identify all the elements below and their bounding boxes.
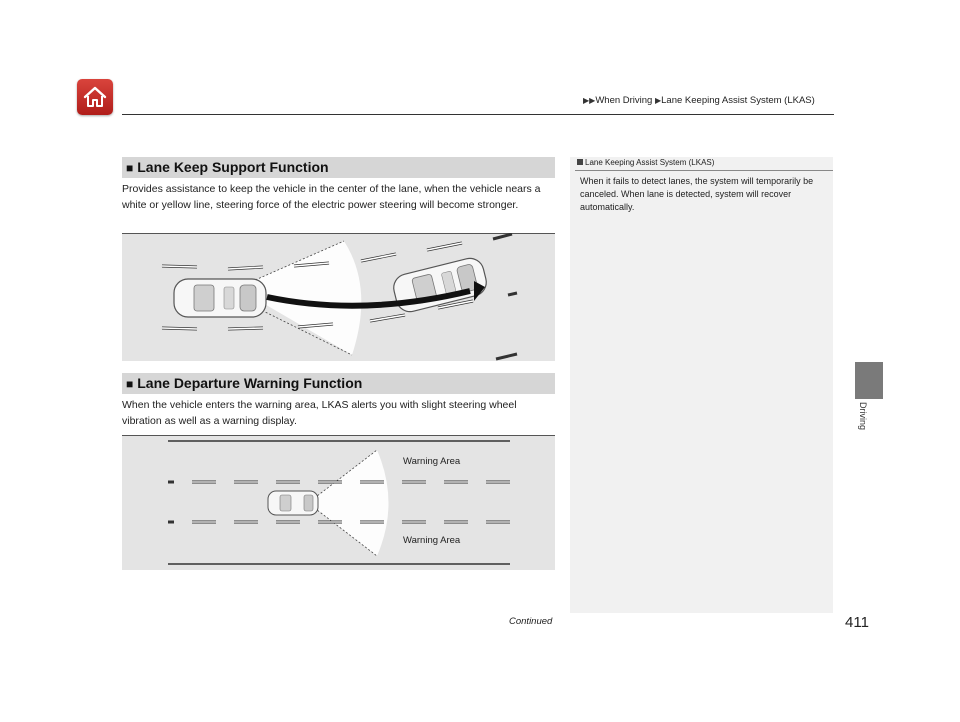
breadcrumb-item-lkas[interactable]: Lane Keeping Assist System (LKAS) (661, 95, 815, 106)
section-body-lane-departure: When the vehicle enters the warning area, LKAS alerts you with slight steering wheel vibration as well as a warning display. (122, 399, 517, 427)
note-text: When it fails to detect lanes, the system will temporarily be canceled. When lane is detected, system will recover automatically. (580, 176, 814, 212)
section-heading-lane-keep (122, 157, 555, 178)
breadcrumb-item-when-driving[interactable]: When Driving (595, 95, 653, 106)
home-button[interactable] (77, 79, 113, 115)
square-bullet-icon: ■ (126, 161, 134, 175)
header-rule (122, 114, 834, 115)
square-bullet-icon: ■ (126, 377, 134, 391)
car-icon (174, 279, 266, 317)
continued-label: Continued (509, 616, 553, 627)
warning-area-label-top: Warning Area (403, 456, 461, 467)
lane-keep-diagram (122, 233, 555, 361)
lane-departure-diagram (122, 435, 555, 570)
note-rule (575, 170, 833, 171)
page-number: 411 (845, 614, 869, 631)
home-icon (77, 79, 113, 115)
section-heading-text: Lane Keep Support Function (137, 159, 329, 175)
breadcrumb-arrow-icon: ▶ (654, 96, 662, 105)
note-title-text: Lane Keeping Assist System (LKAS) (585, 158, 715, 167)
chapter-tab[interactable] (855, 362, 883, 399)
section-heading-text: Lane Departure Warning Function (137, 375, 363, 391)
sidebar-note-panel (570, 157, 833, 613)
warning-area-label-bottom: Warning Area (403, 535, 461, 546)
note-title (577, 158, 714, 167)
chapter-tab-label: Driving (858, 402, 868, 431)
car-icon (268, 491, 318, 515)
breadcrumb (583, 95, 815, 106)
note-icon (577, 159, 583, 165)
section-heading-lane-departure (122, 373, 555, 394)
section-body-lane-keep: Provides assistance to keep the vehicle in the center of the lane, when the vehicle nears a white or yellow line, steering force of the electric power steering will become stronger. (122, 183, 541, 211)
breadcrumb-arrow-icon: ▶▶ (583, 96, 596, 105)
